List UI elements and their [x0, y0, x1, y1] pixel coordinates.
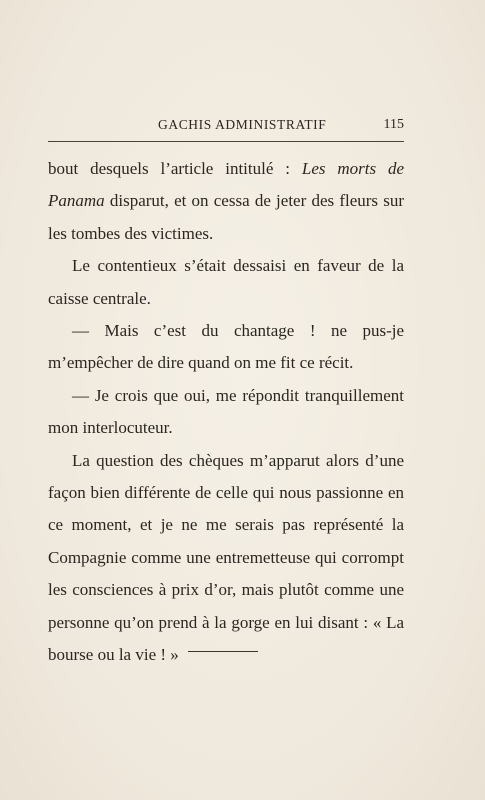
page-number: 115	[383, 117, 404, 132]
p1-text-start: bout desquels l’article intitulé :	[48, 159, 302, 178]
paragraph: — Mais c’est du chantage ! ne pus-je m’empêcher de dire quand on me fit ce récit.	[48, 321, 404, 373]
paragraph: Le contentieux s’était dessaisi en faveur de la caisse centrale.	[48, 256, 404, 308]
end-rule	[188, 651, 258, 652]
article-title: Les morts de Panama	[48, 159, 404, 211]
running-title: GACHIS ADMINISTRATIF	[158, 117, 327, 132]
body-text	[48, 153, 404, 672]
running-header	[48, 117, 404, 137]
paragraph: La question des chèques m’apparut alors d’une façon bien différente de celle qui nous passionne en ce moment, et je ne me serais pas représenté la Compagnie comme une entremetteuse qui corrompt les consciences à prix d’or, mais plutôt comme une personne qu’on prend à la gorge en lui disant : « La bourse ou la vie ! »	[48, 450, 404, 665]
paragraph-continued	[48, 153, 404, 250]
p1-text-end: disparut, et on cessa de jeter des fleurs sur les tombes des victimes.	[48, 191, 404, 243]
paragraph: — Je crois que oui, me répondit tranquillement mon interlocuteur.	[48, 385, 404, 438]
header-rule	[48, 141, 404, 142]
